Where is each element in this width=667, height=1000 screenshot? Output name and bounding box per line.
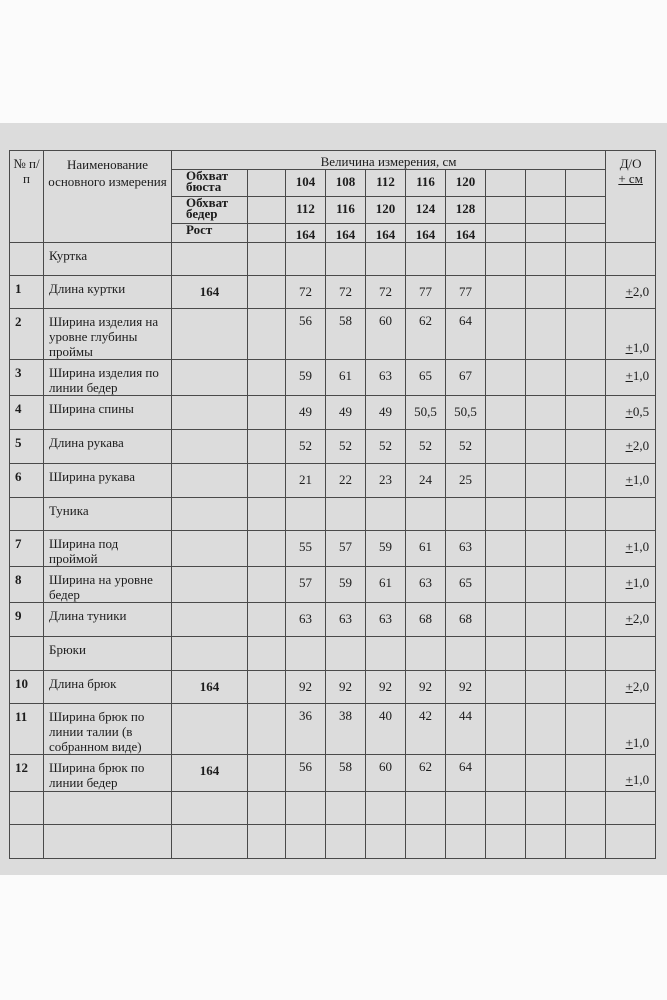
row-tolerance [606,276,656,309]
row-tolerance [606,704,656,755]
table-row [10,671,656,704]
header-tolerance-label: Д/О [619,156,642,171]
document-sheet [0,123,667,875]
row-value: 92 [446,671,486,704]
row-value: 68 [446,603,486,637]
row-value: 58 [326,755,366,792]
row-value: 49 [366,396,406,430]
header-row-top [10,151,656,170]
table-row [10,531,656,567]
row-number: 12 [10,755,44,792]
section-row-pants [10,637,656,671]
row-value: 65 [406,360,446,396]
row-name: Длина туники [44,603,172,637]
row-value: 63 [366,360,406,396]
plus-minus-sign: + [625,679,633,694]
tolerance-value: 2,0 [632,438,650,453]
row-number: 3 [10,360,44,396]
section-title-tunic: Туника [44,498,172,531]
height-value: 164 [446,224,486,243]
table-row [10,430,656,464]
bust-size: 104 [286,170,326,197]
row-tolerance [606,396,656,430]
row-height [172,396,248,430]
row-name: Длина куртки [44,276,172,309]
row-value: 58 [326,309,366,360]
plus-minus-sign: + [625,539,633,554]
plus-minus-sign: + [625,575,633,590]
row-number: 11 [10,704,44,755]
empty-cell [248,197,286,224]
row-value: 67 [446,360,486,396]
header-value: Величина измерения, см [172,151,606,170]
row-value: 21 [286,464,326,498]
row-value: 52 [326,430,366,464]
row-value: 36 [286,704,326,755]
bust-size: 108 [326,170,366,197]
row-tolerance [606,531,656,567]
row-value: 63 [446,531,486,567]
row-value: 62 [406,309,446,360]
row-height [172,531,248,567]
row-value: 52 [406,430,446,464]
row-name: Ширина под проймой [44,531,172,567]
row-value: 64 [446,309,486,360]
table-row [10,464,656,498]
row-value: 42 [406,704,446,755]
row-number: 2 [10,309,44,360]
row-height: 164 [172,276,248,309]
row-value: 92 [286,671,326,704]
hip-size: 120 [366,197,406,224]
empty-cell [486,197,526,224]
row-value: 24 [406,464,446,498]
empty-cell [10,498,44,531]
row-value: 77 [446,276,486,309]
row-value: 68 [406,603,446,637]
plus-minus-sign: + [625,340,633,355]
empty-cell [566,170,606,197]
height-value: 164 [366,224,406,243]
table-row [10,276,656,309]
empty-cell [10,243,44,276]
header-no: № п/п [10,151,44,243]
row-height [172,309,248,360]
bust-size: 120 [446,170,486,197]
bust-size: 112 [366,170,406,197]
row-height [172,360,248,396]
row-number: 6 [10,464,44,498]
tolerance-value: 1,0 [632,539,650,554]
row-number: 4 [10,396,44,430]
row-name: Длина рукава [44,430,172,464]
height-value: 164 [406,224,446,243]
plus-minus-sign: + [625,611,633,626]
empty-cell [566,197,606,224]
row-value: 49 [286,396,326,430]
row-value: 57 [326,531,366,567]
empty-cell [486,224,526,243]
plus-minus-sign: + [625,404,633,419]
row-value: 65 [446,567,486,603]
row-value: 44 [446,704,486,755]
hip-size: 128 [446,197,486,224]
row-value: 52 [286,430,326,464]
row-height [172,704,248,755]
row-height [172,464,248,498]
row-value: 92 [406,671,446,704]
row-value: 72 [286,276,326,309]
tolerance-value: 1,0 [632,472,650,487]
height-label: Рост [172,224,248,243]
tolerance-value: 1,0 [632,340,650,355]
plus-minus-sign: + [625,368,633,383]
row-number: 7 [10,531,44,567]
measurement-table [9,150,656,859]
row-value: 64 [446,755,486,792]
empty-cell [566,224,606,243]
empty-cell [248,170,286,197]
row-tolerance [606,360,656,396]
bust-label: Обхват бюста [172,170,248,197]
plus-minus-sign: + [625,438,633,453]
bust-size: 116 [406,170,446,197]
row-value: 52 [446,430,486,464]
table-row [10,704,656,755]
tolerance-value: 2,0 [632,284,650,299]
row-value: 50,5 [446,396,486,430]
row-value: 72 [366,276,406,309]
tolerance-value: 2,0 [632,611,650,626]
row-value: 56 [286,309,326,360]
header-tolerance-unit: + см [618,171,643,186]
row-value: 77 [406,276,446,309]
table-row [10,755,656,792]
row-name: Длина брюк [44,671,172,704]
tolerance-value: 1,0 [632,575,650,590]
row-tolerance [606,309,656,360]
row-number: 9 [10,603,44,637]
height-value: 164 [286,224,326,243]
row-value: 92 [326,671,366,704]
row-value: 63 [366,603,406,637]
table-row [10,309,656,360]
tolerance-value: 1,0 [632,772,650,787]
empty-row [10,825,656,859]
row-tolerance [606,755,656,792]
height-value: 164 [326,224,366,243]
empty-cell [10,637,44,671]
section-title-jacket: Куртка [44,243,172,276]
empty-row [10,792,656,825]
row-value: 52 [366,430,406,464]
row-value: 38 [326,704,366,755]
row-height: 164 [172,671,248,704]
section-row-jacket [10,243,656,276]
row-height: 164 [172,755,248,792]
row-number: 10 [10,671,44,704]
empty-cell [526,170,566,197]
section-row-tunic [10,498,656,531]
tolerance-value: 2,0 [632,679,650,694]
row-tolerance [606,603,656,637]
row-value: 72 [326,276,366,309]
row-value: 63 [286,603,326,637]
row-tolerance [606,464,656,498]
row-value: 25 [446,464,486,498]
row-height [172,603,248,637]
row-name: Ширина спины [44,396,172,430]
row-height [172,430,248,464]
row-tolerance [606,430,656,464]
row-value: 61 [366,567,406,603]
row-height [172,567,248,603]
row-value: 63 [326,603,366,637]
empty-cell [486,170,526,197]
row-name: Ширина рукава [44,464,172,498]
table-row [10,603,656,637]
row-value: 63 [406,567,446,603]
row-value: 49 [326,396,366,430]
row-value: 59 [366,531,406,567]
row-value: 59 [326,567,366,603]
row-value: 59 [286,360,326,396]
section-title-pants: Брюки [44,637,172,671]
hips-label: Обхват бедер [172,197,248,224]
row-value: 55 [286,531,326,567]
row-name: Ширина изделия на уровне глубины проймы [44,309,172,360]
row-value: 92 [366,671,406,704]
plus-minus-sign: + [625,472,633,487]
empty-cell [526,197,566,224]
tolerance-value: 1,0 [632,368,650,383]
header-tolerance [606,151,656,243]
row-value: 23 [366,464,406,498]
hip-size: 112 [286,197,326,224]
row-value: 40 [366,704,406,755]
row-value: 57 [286,567,326,603]
plus-minus-sign: + [625,284,633,299]
header-name: Наименование основного измерения [44,151,172,243]
row-value: 22 [326,464,366,498]
table-row [10,396,656,430]
row-value: 61 [406,531,446,567]
row-name: Ширина изделия по линии бедер [44,360,172,396]
hip-size: 124 [406,197,446,224]
row-name: Ширина брюк по линии талии (в собранном виде) [44,704,172,755]
tolerance-value: 0,5 [632,404,650,419]
row-number: 1 [10,276,44,309]
row-name: Ширина на уровне бедер [44,567,172,603]
row-value: 56 [286,755,326,792]
plus-minus-sign: + [625,735,633,750]
empty-cell [248,224,286,243]
row-tolerance [606,671,656,704]
tolerance-value: 1,0 [632,735,650,750]
row-name: Ширина брюк по линии бедер [44,755,172,792]
row-tolerance [606,567,656,603]
hip-size: 116 [326,197,366,224]
plus-minus-sign: + [625,772,633,787]
row-number: 5 [10,430,44,464]
empty-cell [526,224,566,243]
table-row [10,567,656,603]
row-value: 60 [366,755,406,792]
row-value: 61 [326,360,366,396]
row-value: 60 [366,309,406,360]
row-value: 50,5 [406,396,446,430]
row-number: 8 [10,567,44,603]
row-value: 62 [406,755,446,792]
table-row [10,360,656,396]
